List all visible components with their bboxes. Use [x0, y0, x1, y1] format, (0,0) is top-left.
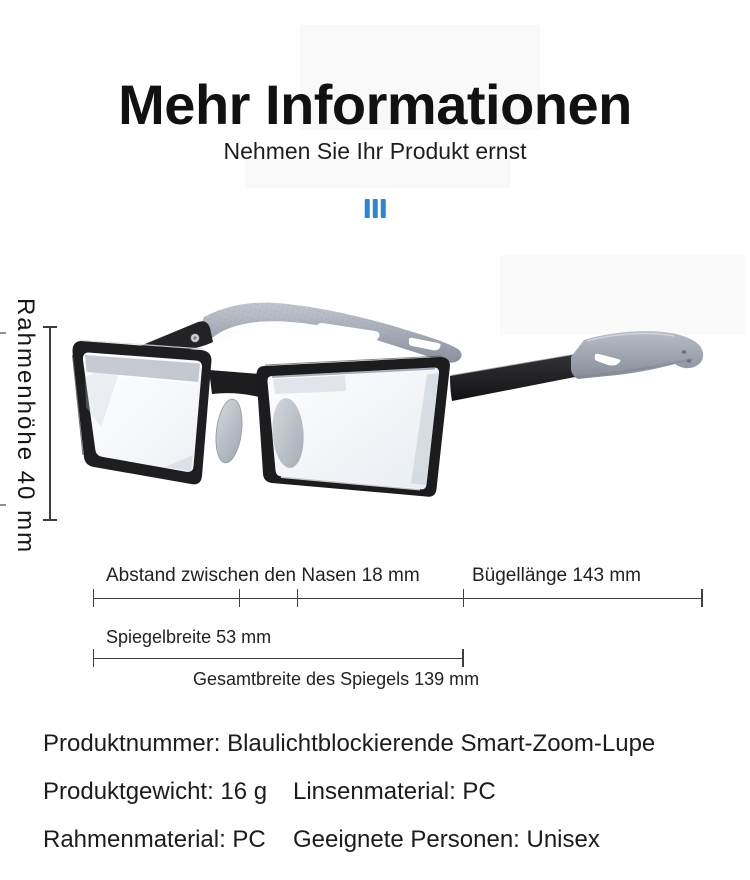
measure-line-lower	[93, 658, 463, 660]
measure-tick	[93, 589, 95, 607]
nose-distance-label: Abstand zwischen den Nasen 18 mm	[106, 565, 420, 586]
page-title: Mehr Informationen	[118, 72, 632, 136]
right-temple	[450, 331, 703, 401]
frame-material-text: Rahmenmaterial: PC	[43, 826, 266, 853]
total-width-label: Gesamtbreite des Spiegels 139 mm	[193, 669, 480, 689]
measure-tick	[297, 589, 299, 607]
product-weight-text: Produktgewicht: 16 g	[43, 778, 268, 805]
measure-tick	[463, 589, 465, 607]
glasses-product-image	[15, 295, 725, 545]
measure-tick	[93, 649, 95, 667]
measure-tick	[701, 589, 703, 607]
left-lens	[72, 340, 211, 484]
product-number-text: Produktnummer: Blaulichtblockierende Smart-Zoom-Lupe	[43, 730, 656, 757]
measure-tick	[462, 649, 464, 667]
edge-artifact	[0, 332, 6, 334]
lens-material-text: Linsenmaterial: PC	[293, 778, 496, 805]
frame-height-label: Rahmenhöhe 40 mm	[12, 297, 39, 555]
measure-line-upper	[93, 598, 702, 600]
section-divider-icon	[365, 199, 386, 218]
left-temple	[202, 303, 462, 363]
measure-tick	[239, 589, 241, 607]
suitable-persons-text: Geeignete Personen: Unisex	[293, 826, 600, 853]
divider-bar	[365, 199, 370, 218]
divider-bar	[381, 199, 386, 218]
temple-length-label: Bügellänge 143 mm	[472, 565, 641, 586]
bridge	[209, 370, 263, 398]
lens-width-label: Spiegelbreite 53 mm	[106, 627, 272, 647]
divider-bar	[373, 199, 378, 218]
subtitle: Nehmen Sie Ihr Produkt ernst	[223, 138, 527, 164]
edge-artifact	[0, 504, 6, 506]
